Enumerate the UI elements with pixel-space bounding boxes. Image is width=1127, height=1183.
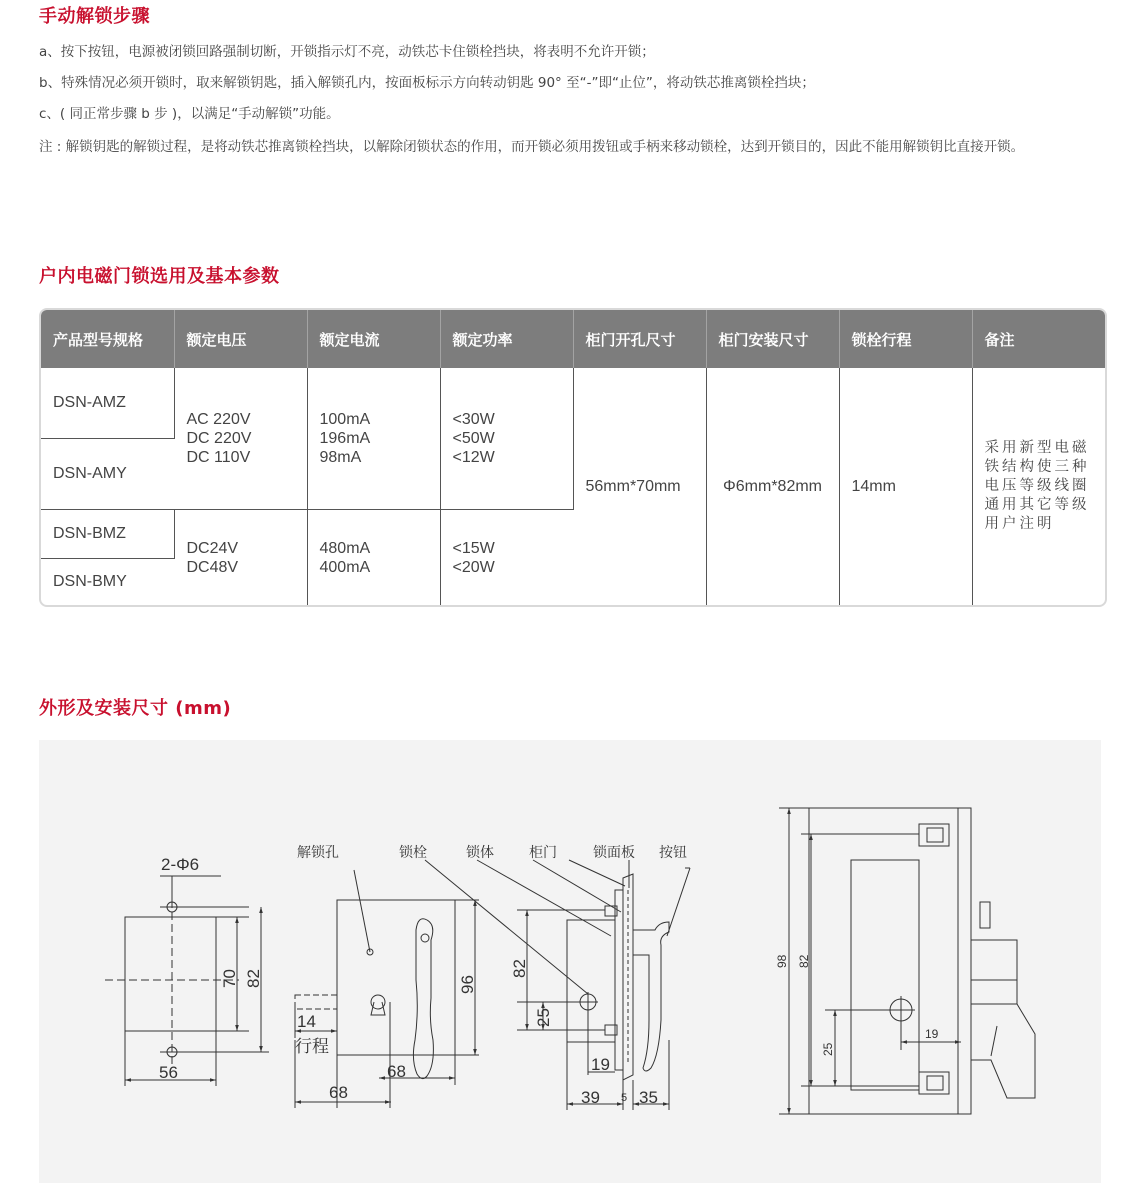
rear-view-drawing xyxy=(779,808,1035,1114)
label-door: 柜门 xyxy=(529,844,557,860)
header-remark: 备注 xyxy=(972,310,1105,368)
cutout-h2: 82 xyxy=(244,969,263,988)
header-current: 额定电流 xyxy=(307,310,440,368)
cutout-width: 56 xyxy=(159,1063,178,1082)
dimension-drawings xyxy=(39,740,1101,1183)
front-d2: 39 xyxy=(581,1088,600,1107)
step-b: b、特殊情况必须开锁时，取来解锁钥匙，插入解锁孔内，按面板标示方向转动钥匙 90° 至“-”即“止位”，将动铁芯推离锁栓挡块； xyxy=(39,75,815,91)
model-cell: DSN-AMZ xyxy=(41,368,174,438)
front-h2: 25 xyxy=(534,1008,553,1027)
label-button: 按钮 xyxy=(659,844,687,860)
rear-h1: 98 xyxy=(775,954,789,968)
side-w1: 68 xyxy=(387,1062,406,1081)
table-header-row xyxy=(41,310,1105,368)
header-voltage: 额定电压 xyxy=(174,310,307,368)
header-hole-size: 柜门开孔尺寸 xyxy=(573,310,706,368)
power-group-1: <30W <50W <12W xyxy=(440,368,573,510)
rear-d: 19 xyxy=(925,1027,939,1041)
front-d4: 35 xyxy=(639,1088,658,1107)
model-cell: DSN-BMY xyxy=(53,572,127,590)
section-title-manual-unlock: 手动解锁步骤 xyxy=(39,6,150,27)
stroke-value: 14 xyxy=(297,1012,316,1031)
step-c: c、( 同正常步骤 b 步 )，以满足“手动解锁”功能。 xyxy=(39,106,340,122)
stroke-label: 行程 xyxy=(295,1037,329,1056)
voltage-group-1: AC 220V DC 220V DC 110V xyxy=(174,368,307,510)
section-title-dimensions: 外形及安装尺寸 (mm) xyxy=(39,698,232,719)
header-model: 产品型号规格 xyxy=(41,310,174,368)
label-panel: 锁面板 xyxy=(593,844,635,860)
step-a: a、按下按钮，电源被闭锁回路强制切断，开锁指示灯不亮，动铁芯卡住锁栓挡块，将表明不允许开锁； xyxy=(39,44,655,60)
unlock-steps xyxy=(39,42,1109,169)
section-title-parameters: 户内电磁门锁选用及基本参数 xyxy=(39,266,280,287)
hole-size-cell: 56mm*70mm xyxy=(573,368,706,605)
label-unlock-hole: 解锁孔 xyxy=(297,844,339,860)
table-row xyxy=(41,368,1105,438)
parameter-table xyxy=(39,308,1107,607)
header-mount-size: 柜门安装尺寸 xyxy=(706,310,839,368)
front-h1: 82 xyxy=(510,959,529,978)
rear-h2: 82 xyxy=(797,954,811,968)
stroke-cell: 14mm xyxy=(839,368,972,605)
technical-drawing xyxy=(39,740,1101,1183)
unlock-note: 注 : 解锁钥匙的解锁过程，是将动铁芯推离锁栓挡块，以解除闭锁状态的作用，而开锁必须用拨钮或手柄来移动锁栓，达到开锁目的，因此不能用解锁钥比直接开锁。 xyxy=(39,139,1025,155)
current-group-2: 480mA 400mA xyxy=(307,510,440,605)
mount-size-cell: Φ6mm*82mm xyxy=(706,368,839,605)
side-w2: 68 xyxy=(329,1083,348,1102)
front-d1: 19 xyxy=(591,1055,610,1074)
side-h: 96 xyxy=(458,975,477,994)
label-bolt: 锁栓 xyxy=(399,844,427,860)
rear-h3: 25 xyxy=(821,1042,835,1056)
front-d3: 5 xyxy=(621,1092,628,1104)
label-lock-body: 锁体 xyxy=(466,844,494,860)
voltage-group-2: DC24V DC48V xyxy=(174,510,307,605)
header-stroke: 锁栓行程 xyxy=(839,310,972,368)
cutout-h1: 70 xyxy=(220,969,239,988)
power-group-2: <15W <20W xyxy=(452,539,495,576)
model-cell: DSN-AMY xyxy=(41,438,174,510)
current-group-1: 100mA 196mA 98mA xyxy=(307,368,440,510)
header-power: 额定功率 xyxy=(440,310,573,368)
holes-label: 2-Φ6 xyxy=(161,855,200,874)
remark-cell: 采用新型电磁铁结构使三种电压等级线圈通用其它等级用户注明 xyxy=(984,440,1090,532)
model-cell: DSN-BMZ xyxy=(41,510,174,558)
